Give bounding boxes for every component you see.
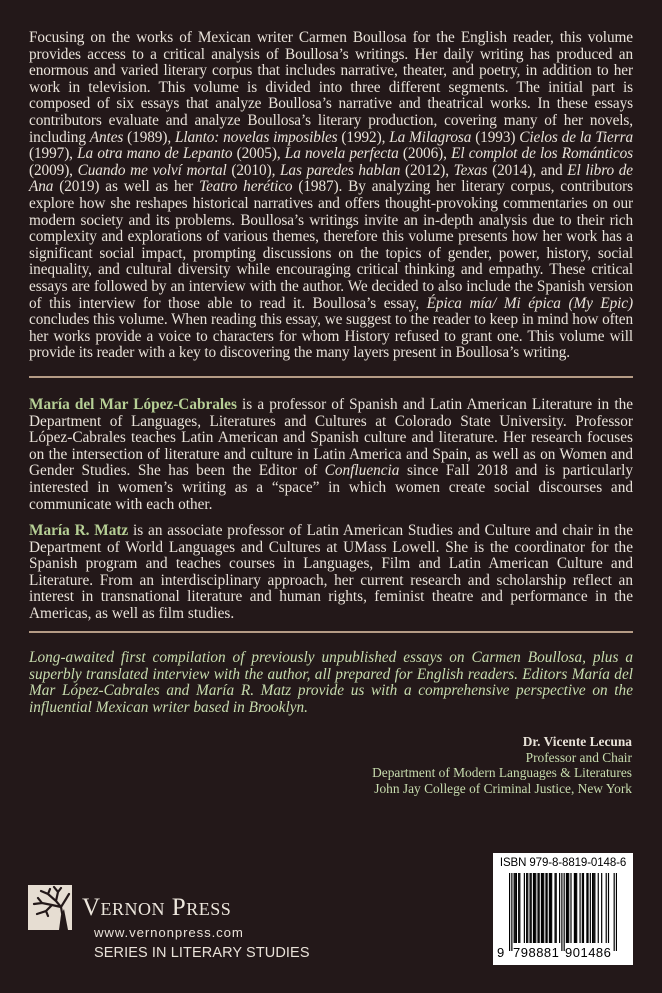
barcode-bar (575, 873, 576, 943)
endorser-title: Professor and Chair (525, 749, 632, 765)
barcode-bar (559, 873, 560, 943)
publisher-name: Vernon Press (82, 894, 232, 921)
barcode-bar (545, 873, 546, 943)
italic-title: Antes (89, 128, 124, 146)
barcode-bar (514, 873, 515, 943)
barcode-bar (526, 873, 527, 943)
barcode-bar (533, 873, 534, 943)
barcode-bar (608, 873, 609, 943)
editor-name: María R. Matz (29, 522, 129, 539)
endorser-name: Dr. Vicente Lecuna (522, 734, 632, 749)
book-description (29, 30, 633, 362)
barcode-bar (518, 873, 519, 943)
barcode-bar (583, 873, 584, 943)
endorsement-attribution (372, 734, 632, 796)
barcode-bar (551, 873, 552, 943)
editor-bio (29, 397, 633, 513)
italic-title: Llanto: novelas imposibles (174, 128, 338, 146)
barcode-bar (568, 873, 569, 943)
barcode-bar (524, 873, 525, 943)
editor-bio (29, 523, 633, 623)
isbn-barcode (493, 853, 633, 965)
italic-title: Épica mía/ Mi épica (My Epic) (426, 294, 633, 312)
barcode-right-digits: 901486 (565, 945, 612, 960)
barcode-bar (593, 873, 594, 943)
italic-title: Confluencia (324, 462, 400, 480)
barcode-bar (515, 873, 516, 943)
bio-text: is an associate professor of Latin American Studies and Culture and chair in the Department of World Languages and Cultures at UMass Lowell. She is the coordinator for the Spanish program and teaches courses in Languages, Film and Latin American Culture and Literature. From an interdisciplinary approach, her current research and scholarship reflect an interest in transnational literature and human rights, feminist theatre and performance in the Americas, as well as film studies. (29, 522, 634, 622)
barcode-bar (534, 873, 535, 943)
barcode-bar (567, 873, 568, 943)
barcode-bar (566, 873, 567, 943)
barcode-bar (564, 873, 565, 951)
isbn-label: ISBN 979-8-8819-0148-6 (499, 857, 627, 869)
endorser-department: Department of Modern Languages & Literatures (372, 765, 632, 781)
italic-title: La Milagrosa (389, 128, 472, 146)
tree-icon (28, 885, 72, 930)
barcode-bar (554, 873, 555, 943)
barcode-bar (550, 873, 551, 943)
divider (29, 376, 633, 378)
barcode-bar (543, 873, 544, 943)
barcode-bar (601, 873, 602, 943)
italic-title: El complot de los Románticos (451, 145, 633, 163)
barcode-bar (587, 873, 588, 943)
barcode-bar (509, 873, 510, 951)
barcode-bar (590, 873, 591, 943)
barcode-bar (579, 873, 580, 943)
barcode-bar (549, 873, 550, 943)
barcode-bar (547, 873, 548, 943)
barcode-bar (616, 873, 617, 951)
barcode-bar (527, 873, 528, 943)
barcode-bar (537, 873, 538, 943)
barcode-bar (576, 873, 577, 943)
italic-title: El libro de Ana (29, 161, 633, 196)
barcode-bar (586, 873, 587, 943)
barcode-bar (535, 873, 536, 943)
barcode-lead-digit: 9 (497, 945, 505, 960)
barcode-bar (614, 873, 615, 951)
endorsement-quote: Long-awaited first compilation of previously unpublished essays on Carmen Boullosa, plus a superbly translated interview with the author, all prepared for English readers. Editors María del Mar López-Cabrales and María R. Matz provide us with a comprehensive perspective on the influential Mexican writer based in Brooklyn. (29, 649, 633, 716)
barcode-bar (570, 873, 571, 943)
description-paragraph: Focusing on the works of Mexican writer Carmen Boullosa for the English reader, this volume provides access to a critical analysis of Boullosa’s writings. Her daily writing has produced an enormous and varied literary corpus that includes narrative, theater, and poetry, in addition to her work in television. This volume is divided into three different segments. The initial part is composed of six essays that analyze Boullosa’s narrative and theatrical works. In these essays contributors evaluate and analyze Boullosa’s literary production, covering many of her novels, including Antes (1989), Llanto: novelas imposibles (1992), La Milagrosa (1993) Cielos de la Tierra (1997), La otra mano de Lepanto (2005), La novela perfecta (2006), El complot de los Románticos (2009), Cuando me volví mortal (2010), Las paredes hablan (2012), Texas (2014), and El libro de Ana (2019) as well as her Teatro herético (1987). By analyzing her literary corpus, contributors explore how she reshapes historical narratives and offers thought-provoking commentaries on our modern society and its problems. Boullosa’s writings invite an in-depth analysis due to their rich complexity and explorations of various themes, therefore this volume presents how her work has a significant social impact, prompting discussions on the topics of gender, power, history, social inequality, and cultural diversity while encouraging critical thinking and empathy. These critical essays are followed by an interview with the author. We decided to also include the Spanish version of this interview for those able to read it. Boullosa’s essay, Épica mía/ Mi épica (My Epic) concludes this volume. When reading this essay, we suggest to the reader to keep in mind how often her works provide a voice to characters for whom History refused to grant one. This volume will provide its reader with a key to discovering the many layers present in Boullosa’s writing. (29, 29, 634, 362)
italic-title: Cuando me volví mortal (77, 161, 227, 179)
barcode-bar (519, 873, 520, 943)
endorser-institution: John Jay College of Criminal Justice, New York (374, 780, 632, 796)
series-name: SERIES IN LITERARY STUDIES (94, 945, 310, 961)
italic-title: Teatro herético (199, 178, 293, 196)
publisher-url[interactable]: www.vernonpress.com (94, 925, 244, 940)
barcode-bar (511, 873, 512, 951)
divider (29, 631, 633, 633)
editor-name: María del Mar López-Cabrales (29, 396, 237, 413)
barcode-bar (606, 873, 607, 943)
barcode-bar (539, 873, 540, 943)
barcode-bar (582, 873, 583, 943)
barcode-left-digits: 798881 (513, 945, 560, 960)
italic-title: La otra mano de Lepanto (77, 145, 233, 163)
italic-title: La novela perfecta (284, 145, 399, 163)
italic-title: Cielos de la Tierra (519, 128, 633, 146)
barcode-bar (561, 873, 562, 951)
barcode-bar (529, 873, 530, 943)
bio-text: is a professor of Spanish and Latin American Literature in the Department of Languages, Literatures and Cultures at Colorado State University. Professor López-Cabrales teaches Latin American and Spanish culture and literature. Her research focuses on the intersection of literature and culture in Latin America and Spain, as well as on Women and Gender Studies. She has been the Editor of Confluencia since Fall 2018 and is particularly interested in women’s writing as a “space” in which women create social discourses and communicate with each other. (29, 396, 634, 513)
barcode-bar (542, 873, 543, 943)
italic-title: Texas (453, 161, 488, 179)
barcode-bar (574, 873, 575, 943)
barcode-bar (592, 873, 593, 943)
barcode-bar (516, 873, 517, 943)
italic-title: Las paredes hablan (280, 161, 401, 179)
barcode-bar (531, 873, 532, 943)
barcode-bar (594, 873, 595, 943)
barcode-bar (541, 873, 542, 943)
barcode-bar (556, 873, 557, 943)
barcode-bar (598, 873, 599, 943)
barcode-bars (509, 873, 617, 955)
